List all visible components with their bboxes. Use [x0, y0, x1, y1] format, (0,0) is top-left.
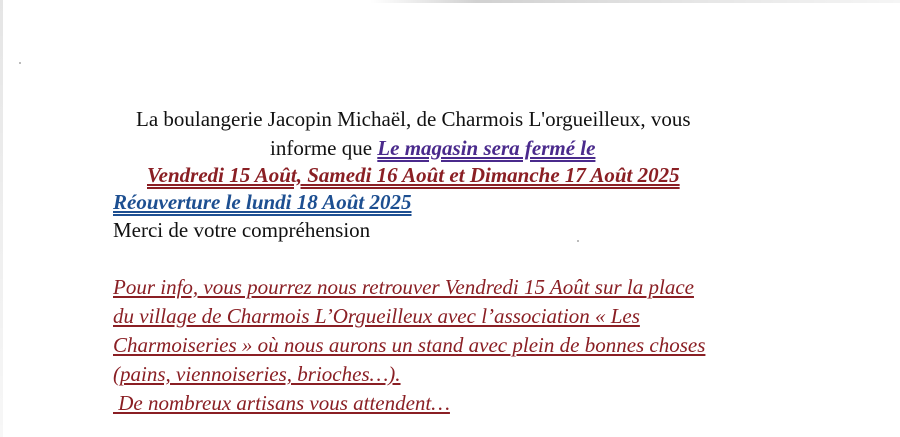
info-line-3: Charmoiseries » où nous aurons un stand avec plein de bonnes choses [113, 333, 706, 357]
info-line-2: du village de Charmois L’Orgueilleux avec l’association « Les [113, 304, 640, 328]
info-line-5: De nombreux artisans vous attendent… [113, 391, 450, 415]
info-line-4: (pains, viennoiseries, brioches…). [113, 362, 401, 386]
scan-edge-left [0, 0, 3, 437]
scan-edge-top [370, 0, 900, 3]
info-line-1: Pour info, vous pourrez nous retrouver Vendredi 15 Août sur la place [113, 275, 694, 299]
intro-line-2 [270, 136, 595, 160]
scan-speck [19, 62, 21, 64]
thanks-line: Merci de votre compréhension [113, 218, 371, 242]
closed-heading: Le magasin sera fermé le [377, 136, 596, 160]
closed-dates: Vendredi 15 Août, Samedi 16 Août et Dimanche 17 Août 2025 [147, 163, 680, 187]
intro-line-2-prefix: informe que [270, 136, 378, 160]
scan-speck [577, 240, 579, 242]
reopening-date: Réouverture le lundi 18 Août 2025 [113, 190, 412, 214]
intro-line-1: La boulangerie Jacopin Michaël, de Charmois L'orgueilleux, vous [136, 107, 691, 131]
